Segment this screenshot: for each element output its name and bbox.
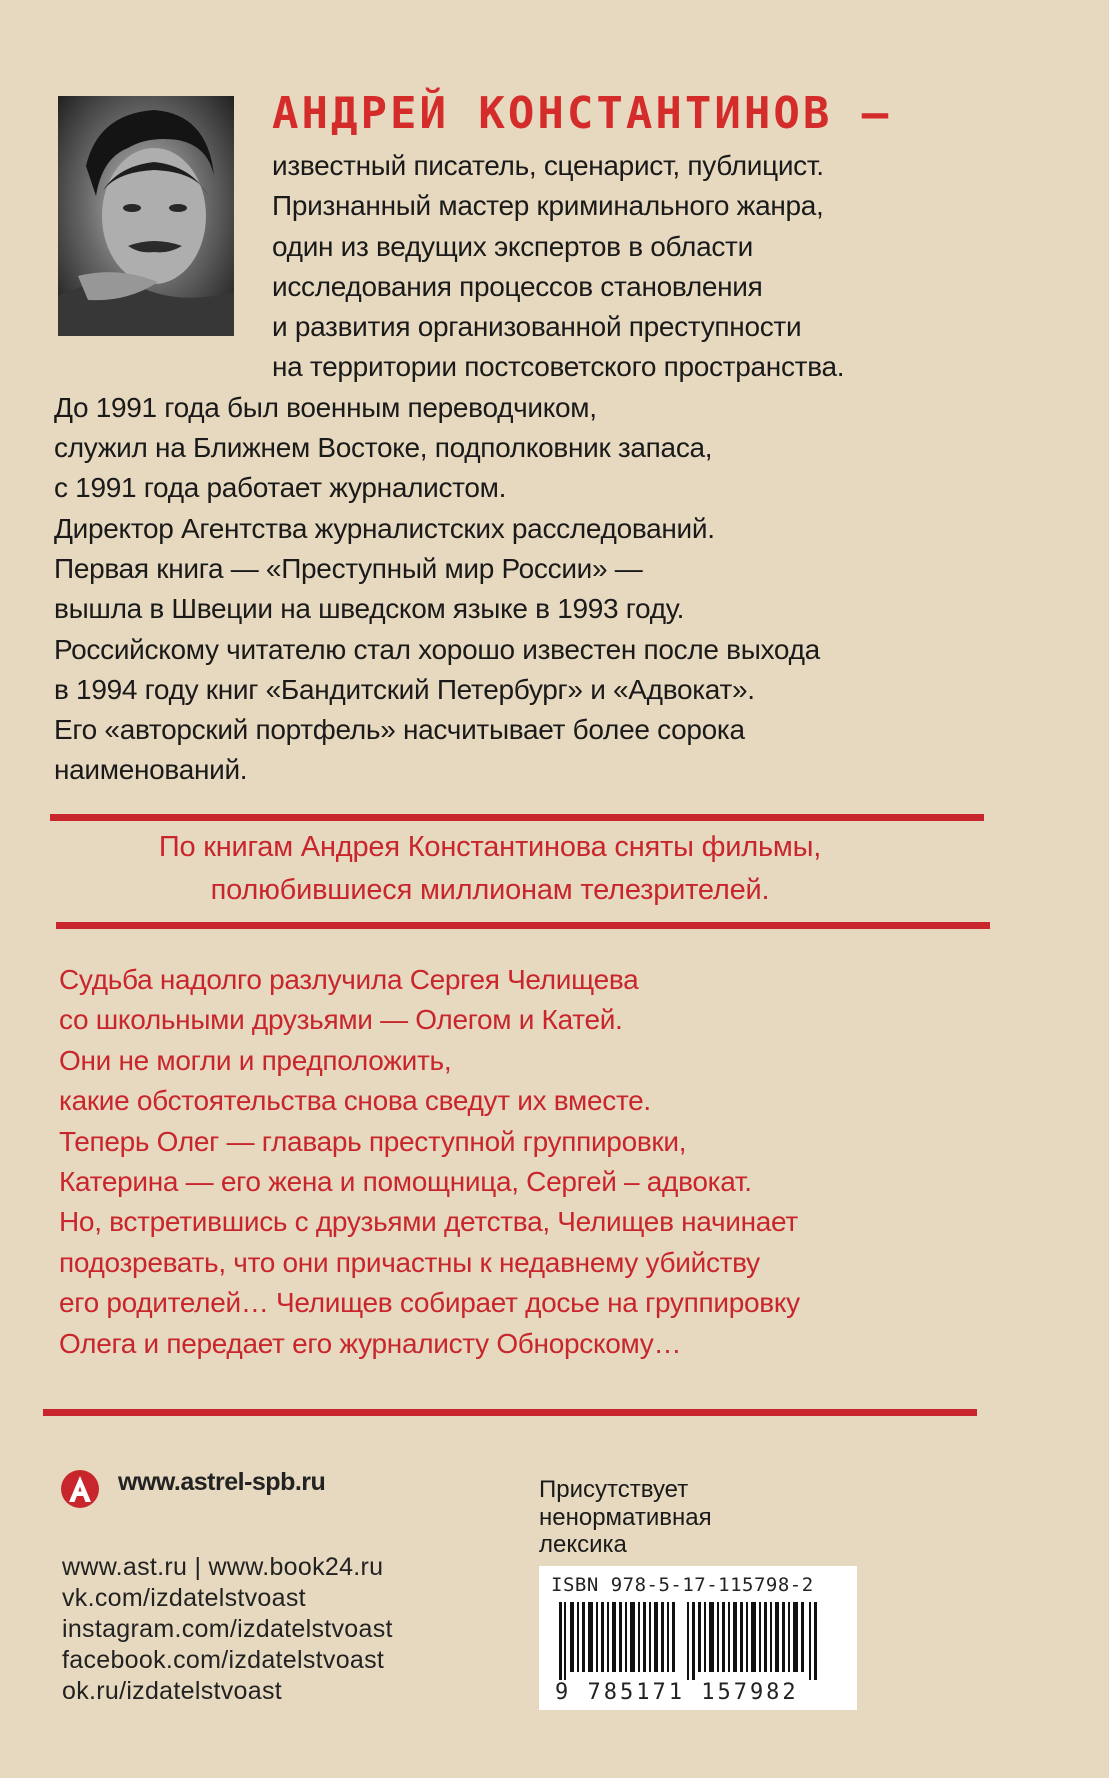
link-vk[interactable]: vk.com/izdatelstvoast [62,1584,306,1612]
bio-line: Директор Агентства журналистских расследований. [54,512,715,544]
ean-digits: 9 785171 157982 [555,1680,799,1705]
synopsis-line: какие обстоятельства снова сведут их вместе. [59,1085,651,1117]
bio-line: служил на Ближнем Востоке, подполковник запаса, [54,432,713,464]
bio-line: с 1991 года работает журналистом. [54,472,507,504]
bio-line: наименований. [54,754,248,786]
films-line: По книгам Андрея Константинова сняты фильмы, [158,831,822,863]
synopsis-line: Теперь Олег — главарь преступной группировки, [59,1125,687,1157]
synopsis-line: со школьными друзьями — Олегом и Катей. [59,1004,623,1036]
book-synopsis [59,960,959,1364]
link-ok[interactable]: ok.ru/izdatelstvoast [62,1677,282,1705]
bio-line: Первая книга — «Преступный мир России» — [54,552,643,584]
films-note [40,826,940,912]
bio-line: известный писатель, сценарист, публицист. [272,150,824,181]
bio-line: Его «авторский портфель» насчитывает более сорока [54,714,745,746]
synopsis-line: подозревать, что они причастны к недавнему убийству [59,1246,760,1278]
synopsis-line: Судьба надолго разлучила Сергея Челищева [59,964,639,995]
synopsis-line: Они не могли и предположить, [59,1044,452,1076]
bio-line: До 1991 года был военным переводчиком, [54,391,597,423]
bio-line: исследования процессов становления [272,270,763,302]
divider-top [50,814,984,821]
link-ast-book24[interactable]: www.ast.ru | www.book24.ru [62,1553,384,1581]
publisher-site-link[interactable]: www.astrel-spb.ru [118,1468,326,1496]
bio-line: вышла в Швеции на шведском языке в 1993 году. [54,593,685,625]
isbn-label: ISBN 978-5-17-115798-2 [551,1574,814,1596]
publisher-links [62,1552,393,1707]
synopsis-line: Но, встретившись с друзьями детства, Челищев начинает [59,1206,798,1238]
synopsis-line: его родителей… Челищев собирает досье на группировку [59,1287,800,1319]
author-bio [54,146,954,791]
barcode-icon [551,1602,845,1680]
bio-line: и развития организованной преступности [272,311,802,343]
warning-line: Присутствует [539,1476,689,1503]
divider-middle [56,922,990,929]
warning-line: лексика [539,1531,627,1558]
films-line: полюбившиеся миллионам телезрителей. [210,874,770,906]
divider-bottom [43,1409,977,1416]
bio-line: Российскому читателю стал хорошо известен после выхода [54,633,820,665]
link-facebook[interactable]: facebook.com/izdatelstvoast [62,1646,385,1674]
bio-line: один из ведущих экспертов в области [272,230,753,262]
author-name-heading: АНДРЕЙ КОНСТАНТИНОВ — [272,88,892,139]
warning-line: ненормативная [539,1503,712,1531]
link-instagram[interactable]: instagram.com/izdatelstvoast [62,1615,393,1643]
language-warning [539,1476,712,1559]
bio-line: Признанный мастер криминального жанра, [272,190,824,222]
synopsis-line: Олега и передает его журналисту Обнорскому… [59,1327,682,1359]
bio-line: на территории постсоветского пространства. [272,351,845,383]
isbn-barcode-box [539,1566,857,1710]
astrel-logo-icon [60,1469,100,1509]
synopsis-line: Катерина — его жена и помощница, Сергей – адвокат. [59,1166,752,1198]
bio-line: в 1994 году книг «Бандитский Петербург» и «Адвокат». [54,673,755,705]
